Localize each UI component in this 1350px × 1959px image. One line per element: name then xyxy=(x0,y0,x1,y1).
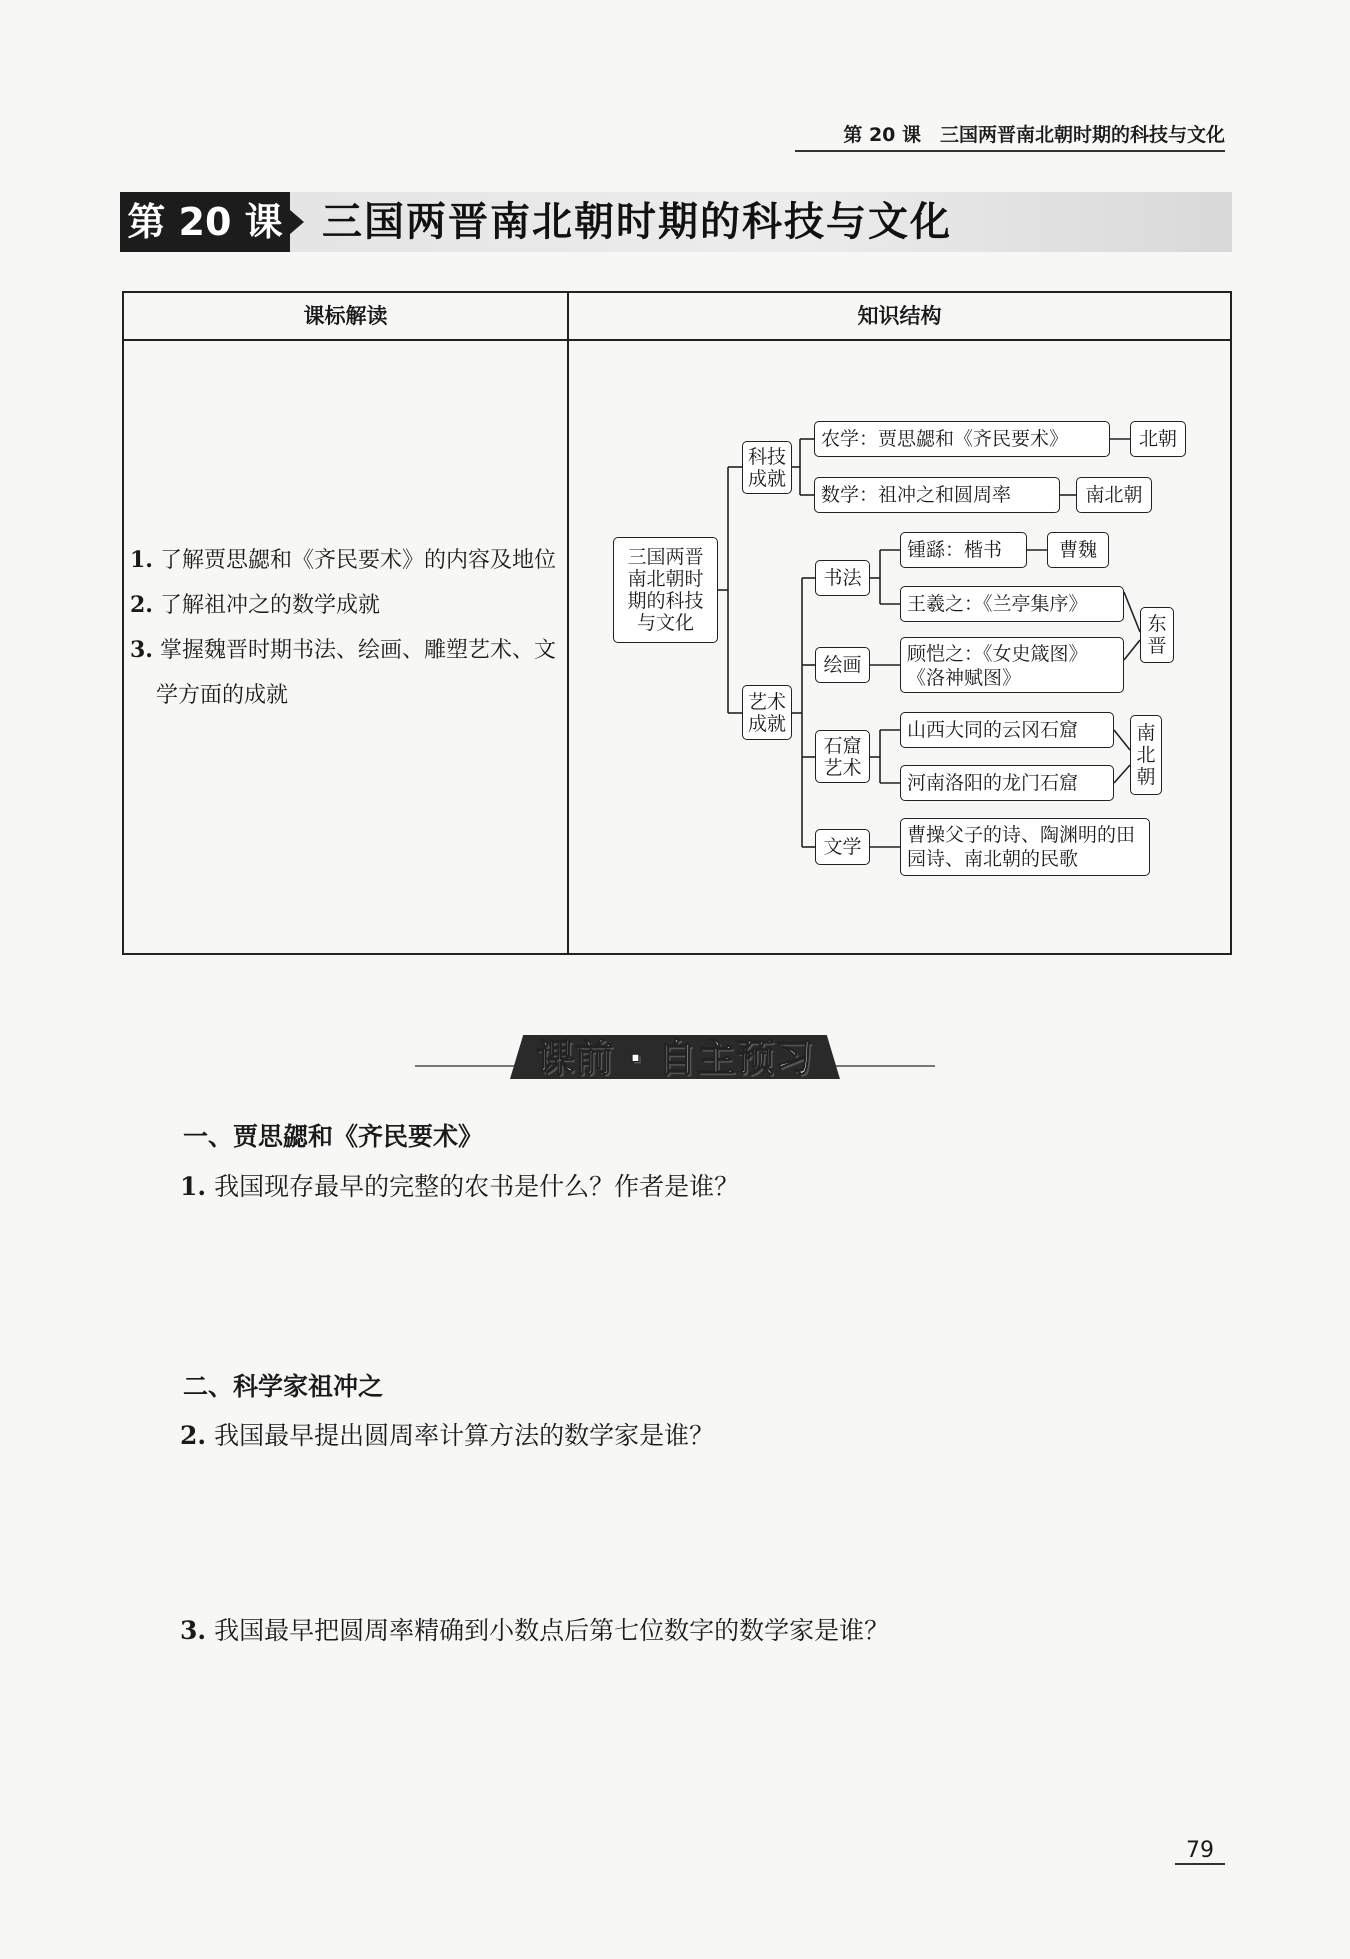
question-2: 2. 我国最早提出圆周率计算方法的数学家是谁？ xyxy=(180,1421,715,1450)
caowei-node: 曹魏 xyxy=(1047,532,1109,568)
literature-detail-node: 曹操父子的诗、陶渊明的田园诗、南北朝的民歌 xyxy=(900,818,1150,876)
gukaizhi-line-2: 《洛神赋图》 xyxy=(907,667,1022,689)
question-3: 3. 我国最早把圆周率精确到小数点后第七位数字的数学家是谁？ xyxy=(180,1616,890,1645)
lesson-title: 三国两晋南北朝时期的科技与文化 xyxy=(322,199,952,245)
table-header-structure: 知识结构 xyxy=(857,304,942,328)
grotto-node: 石窟艺术 xyxy=(815,730,870,783)
section-heading-2: 二、科学家祖冲之 xyxy=(183,1372,384,1401)
beichao-node: 北朝 xyxy=(1130,421,1186,457)
root-node: 三国两晋南北朝时期的科技与文化 xyxy=(613,537,718,643)
gukaizhi-node xyxy=(900,637,1124,693)
art-achievements-node: 艺术成就 xyxy=(742,685,792,740)
yungang-node: 山西大同的云冈石窟 xyxy=(900,712,1114,748)
gukaizhi-line-1: 顾恺之：《女史箴图》 xyxy=(907,643,1088,665)
longmen-node: 河南洛阳的龙门石窟 xyxy=(900,765,1114,801)
objective-item: 1. 了解贾思勰和《齐民要术》的内容及地位 xyxy=(130,547,556,573)
banner-text: 课前 · 自主预习 xyxy=(536,1036,814,1080)
nanbeichao-node: 南北朝 xyxy=(1076,477,1152,513)
painting-node: 绘画 xyxy=(815,647,870,683)
objective-item: 2. 了解祖冲之的数学成就 xyxy=(130,592,380,618)
objective-item: 3. 掌握魏晋时期书法、绘画、雕塑艺术、文学方面的成就 xyxy=(130,637,556,708)
calligraphy-node: 书法 xyxy=(815,560,870,596)
agriculture-node: 农学：贾思勰和《齐民要术》 xyxy=(814,421,1110,457)
nanbei-grotto-node: 南北朝 xyxy=(1130,715,1162,795)
section-heading-1: 一、贾思勰和《齐民要术》 xyxy=(183,1122,484,1151)
table-header-objectives: 课标解读 xyxy=(303,304,388,328)
preview-banner xyxy=(415,1025,935,1089)
sci-achievements-node: 科技成就 xyxy=(742,441,792,494)
banner-rule-right xyxy=(835,1065,935,1067)
math-node: 数学：祖冲之和圆周率 xyxy=(814,477,1060,513)
banner-rule-left xyxy=(415,1065,515,1067)
zhongyao-node: 锺繇：楷书 xyxy=(900,532,1027,568)
page-number: 79 xyxy=(1175,1838,1225,1865)
literature-node: 文学 xyxy=(815,829,870,865)
running-head: 第 20 课 三国两晋南北朝时期的科技与文化 xyxy=(795,122,1225,152)
wangxizhi-node: 王羲之：《兰亭集序》 xyxy=(900,586,1124,622)
lesson-number-badge: 第 20 课 xyxy=(120,192,290,252)
question-1: 1. 我国现存最早的完整的农书是什么？作者是谁？ xyxy=(180,1172,740,1201)
dongjin-node: 东晋 xyxy=(1140,607,1174,663)
